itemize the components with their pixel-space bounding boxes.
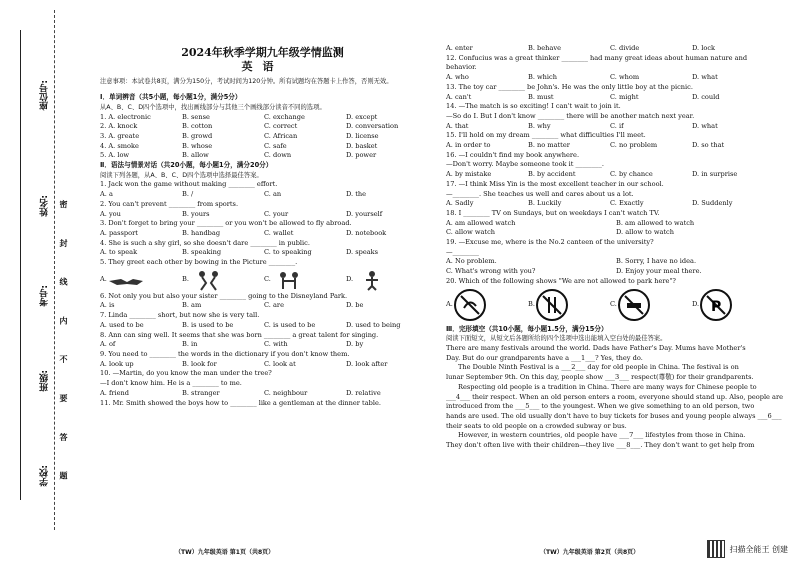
option-row (446, 219, 786, 229)
option-row (446, 199, 786, 209)
option: B. must (528, 92, 554, 101)
phonetics-row (100, 132, 425, 142)
phonetics-option: C. safe (264, 141, 287, 150)
option: C. (610, 287, 692, 323)
option: B. am (182, 301, 202, 310)
section1-instruction: 从A、B、C、D四个选项中，找出画线部分与其他三个画线部分读音不同的选项。 (100, 103, 326, 111)
option: B. Luckily (528, 199, 562, 208)
option: A. am allowed watch (446, 218, 516, 227)
phonetics-option: D. license (346, 131, 379, 140)
section1-heading: Ⅰ．单词辨音（共5小题，每小题1分，满分5分） (100, 93, 242, 102)
phonetics-option: C. exchange (264, 112, 305, 121)
option: B. why (528, 121, 551, 130)
question-text-line2: —So do I. But I don't know ________ there will be another match next year. (446, 111, 695, 120)
phonetics-option: D. basket (346, 141, 378, 150)
option: D. look after (346, 359, 388, 368)
option: B. stranger (182, 388, 220, 397)
option: D. could (692, 92, 720, 101)
exam-notice: 注意事项：本试卷共8页，满分为150分，考试时间为120分钟。所有试题均在答题卡上作答，否则无效。 (100, 78, 393, 86)
option: A. Sadly (446, 199, 474, 208)
option: D. Enjoy your meal there. (616, 267, 702, 276)
option-row (100, 340, 425, 350)
phonetics-option: B. sense (182, 112, 210, 121)
question-text-line2: behavior. (446, 63, 477, 72)
no-parking-sign-icon (699, 288, 733, 322)
question-text: 7. Linda ________ short, but now she is very tall. (100, 311, 260, 320)
section2-items (100, 180, 425, 408)
option-row (446, 267, 786, 277)
option: C. (264, 268, 346, 292)
option: A. look up (100, 359, 134, 368)
option: C. Exactly (610, 199, 644, 208)
option-row (446, 287, 786, 323)
option: A. No problem. (446, 257, 497, 266)
option: B. am allowed to watch (616, 218, 695, 227)
option: C. your (264, 209, 289, 218)
passage-line: hands are used. The old usually don't have to buy tickets for buses and young people always ___6___ (446, 411, 782, 420)
phonetics-row (100, 113, 425, 123)
passage-line: They don't often live with their children—they live ___8___. They don't want to get help from (446, 441, 755, 450)
passage-line: Day. But do our grandparents have a ___1___? Yes, they do. (446, 353, 643, 362)
question-text: 3. Don't forget to bring your ________ or you won't be allowed to fly abroad. (100, 219, 352, 228)
no-smoking-sign-icon (453, 288, 487, 322)
option: A. of (100, 340, 116, 349)
name-label: 姓名: (40, 195, 50, 217)
section1-rows (100, 113, 425, 162)
option: B. yours (182, 209, 210, 218)
question-text: 8. Ann can sing well. It seems that she was born ________ a great talent for singing. (100, 330, 379, 339)
passage-line: lunar September 9th. On this day, people show ___3___ respect(尊敬) for their grandparents. (446, 373, 754, 382)
option: C. an (264, 190, 282, 199)
phonetics-option: 5. A. low (100, 151, 130, 160)
hug-picture (271, 269, 309, 291)
option: D. the (346, 190, 367, 199)
phonetics-option: 3. A. greate (100, 131, 140, 140)
option: D. be (346, 301, 364, 310)
question-text: 1. Jack won the game without making ________ effort. (100, 180, 278, 189)
option: D. by (346, 340, 364, 349)
option: B. which (528, 73, 557, 82)
option: B. (528, 287, 610, 323)
option: D. lock (692, 44, 716, 52)
option-row (100, 210, 425, 220)
option: B. handbag (182, 228, 221, 237)
bowing-picture (189, 269, 227, 291)
question-text: 10. —Martin, do you know the man under the tree? (100, 369, 272, 378)
question-text: 14. —The match is so exciting! I can't wait to join it. (446, 102, 621, 111)
no-car-sign-icon (617, 288, 651, 322)
option-row (100, 360, 425, 370)
option: A. who (446, 73, 469, 82)
question-text: 6. Not only you but also your sister ________ going to the Disneyland Park. (100, 291, 348, 300)
option: B. no matter (528, 141, 570, 150)
option-row (446, 170, 786, 180)
question-text: 11. Mr. Smith showed the boys how to ________ like a gentleman at the dinner table. (100, 398, 381, 407)
phonetics-option: B. growd (182, 131, 213, 140)
option: D. what (692, 121, 718, 130)
passage-line: The Double Ninth Festival is a ___2___ day for old people in China. The festival is on (458, 363, 739, 372)
question-text: 9. You need to ________ the words in the dictionary if you don't know them. (100, 349, 350, 358)
option: C. no problem (610, 141, 658, 150)
question-text: 12. Confucius was a great thinker ________ had many great ideas about human nature and (446, 53, 748, 62)
question-text: 15. I'll hold on my dream ________ what difficulties I'll meet. (446, 131, 646, 140)
option-row (100, 190, 425, 200)
question-text: 5. They greet each other by bowing in the Picture ________. (100, 258, 298, 267)
cloze-passage (446, 344, 786, 451)
option: A. a (100, 190, 113, 199)
wave-picture (353, 269, 391, 291)
option: D. Suddenly (692, 199, 733, 208)
phonetics-option: C. down (264, 151, 292, 160)
option: B. Sorry, I have no idea. (616, 257, 697, 266)
option: D. relative (346, 388, 381, 397)
option: B. is used to be (182, 320, 234, 329)
option: C. neighbour (264, 388, 308, 397)
scanner-watermark-text: 扫描全能王 创建 (729, 544, 788, 554)
phonetics-option: C. African (264, 131, 298, 140)
option: B. behave (528, 44, 561, 52)
option: B. / (182, 190, 194, 199)
question-text-line2: —I don't know him. He is a ________ to me. (100, 379, 242, 388)
option: A. used to be (100, 320, 144, 329)
option-row (446, 257, 786, 267)
option: D. yourself (346, 209, 383, 218)
phonetics-option: B. allow (182, 151, 209, 160)
option: C. if (610, 121, 624, 130)
page1-footer: （TW）九年级英语 第1页（共8页） (175, 549, 275, 556)
option-row (446, 122, 786, 132)
phonetics-option: 1. A. electronic (100, 112, 151, 121)
option-row (100, 301, 425, 311)
option-row (446, 44, 786, 54)
option: C. look at (264, 359, 296, 368)
phonetics-option: 4. A. smoke (100, 141, 139, 150)
question-text: 17. —I think Miss Yin is the most excellent teacher in our school. (446, 179, 664, 188)
option: D. speaks (346, 248, 379, 257)
option: C. allow watch (446, 228, 496, 237)
option: D. used to being (346, 320, 401, 329)
question-text-line2: —________ (446, 247, 479, 256)
option: D. so that (692, 141, 725, 150)
question-text: 20. Which of the following shows "We are not allowed to park here"? (446, 276, 676, 285)
option-row (100, 321, 425, 331)
option: C. wallet (264, 228, 294, 237)
section3-instruction: 阅读下面短文，从短文后各题所给的四个选项中选出能填入空白处的最佳答案。 (446, 335, 667, 343)
option: C. What's wrong with you? (446, 267, 536, 276)
question-text: 19. —Excuse me, where is the No.2 canteen of the university? (446, 238, 654, 247)
option: A. enter (446, 44, 473, 52)
option: C. is used to be (264, 320, 316, 329)
right-items (446, 44, 786, 323)
question-text-line2: —Don't worry. Maybe someone took it ________. (446, 160, 604, 169)
option: A. in order to (446, 141, 491, 150)
option-row (446, 73, 786, 83)
option: A. (100, 268, 182, 292)
option: A. passport (100, 228, 138, 237)
option: A. can't (446, 92, 472, 101)
left-column (100, 48, 425, 408)
section3-heading: Ⅲ．完形填空（共10小题，每小题1.5分，满分15分） (446, 324, 608, 333)
seal-line-text: 密 封 线 内 不 要 答 题 (59, 200, 68, 494)
option: B. look for (182, 359, 217, 368)
option-row (100, 389, 425, 399)
section2-heading: Ⅱ．语法与情景对话（共20小题，每小题1分，满分20分） (100, 161, 273, 170)
svg-text:P: P (711, 298, 722, 315)
seal-dashed-line (54, 10, 55, 530)
section2-instruction: 阅读下列各题，从A、B、C、D四个选项中选择最佳答案。 (100, 171, 263, 179)
school-label: 学校: (40, 465, 50, 487)
option: C. by chance (610, 170, 653, 179)
phonetics-row (100, 142, 425, 152)
question-text: 2. You can't prevent ________ from sports. (100, 199, 239, 208)
phonetics-option: D. except (346, 112, 378, 121)
question-text: 13. The toy car ________ be John's. He was the only little boy at the picnic. (446, 82, 693, 91)
no-pedestrian-sign-icon (535, 288, 569, 322)
exam-no-label: 考号: (40, 285, 50, 307)
scanner-logo-icon (707, 540, 725, 558)
option: C. are (264, 301, 284, 310)
option: C. with (264, 340, 288, 349)
phonetics-option: B. cotton (182, 122, 213, 131)
option-row (100, 248, 425, 258)
option: D. what (692, 73, 718, 82)
option: B. in (182, 340, 198, 349)
option: A. by mistake (446, 170, 492, 179)
option: D. notebook (346, 228, 387, 237)
exam-subject: 英语 (241, 59, 284, 73)
option: D. P (692, 287, 774, 323)
option: B. by accident (528, 170, 576, 179)
option-row (100, 229, 425, 239)
phonetics-option: B. whose (182, 141, 213, 150)
binding-strip (0, 0, 70, 562)
option: A. you (100, 209, 121, 218)
page2-footer: （TW）九年级英语 第2页（共8页） (540, 549, 640, 556)
option-row (446, 93, 786, 103)
question-text: 16. —I couldn't find my book anywhere. (446, 150, 580, 159)
option: D. allow to watch (616, 228, 674, 237)
seat-label: 座位号: (40, 80, 50, 111)
question-text-line2: —________. She teaches us well and cares about us a lot. (446, 189, 634, 198)
option-row (446, 228, 786, 238)
option: A. (446, 287, 528, 323)
option: A. to speak (100, 248, 138, 257)
option: B. speaking (182, 248, 222, 257)
passage-line: their seats to old people on a crowded subway or bus. (446, 421, 627, 430)
option-row (446, 141, 786, 151)
binding-line (20, 30, 21, 500)
scanner-watermark (707, 540, 788, 558)
phonetics-option: C. correct (264, 122, 298, 131)
option: C. divide (610, 44, 640, 52)
option: A. that (446, 121, 469, 130)
passage-line: There are many festivals around the world. Dads have Father's Day. Mums have Mother's (446, 343, 746, 352)
phonetics-row (100, 151, 425, 161)
passage-line: introduced from the ___5___ to the youngest. When we give something to an old person, two (446, 402, 755, 411)
option: C. might (610, 92, 639, 101)
option: A. friend (100, 388, 130, 397)
passage-line: ___4___ their respect. When an old person enters a room, everyone should stand up. Also, people are (446, 392, 784, 401)
passage-line: Respecting old people is a tradition in China. There are many ways for Chinese people to (458, 382, 757, 391)
option: D. (346, 268, 428, 292)
exam-title: 2024年秋季学期九年级学情监测 (181, 46, 344, 59)
right-column (446, 44, 786, 451)
phonetics-option: D. power (346, 151, 377, 160)
option: D. in surprise (692, 170, 738, 179)
handshake-picture (107, 269, 145, 291)
question-text: 18. I ________ TV on Sundays, but on weekdays I can't watch TV. (446, 208, 660, 217)
class-label: 班级: (40, 370, 50, 392)
phonetics-option: 2. A. knock (100, 122, 138, 131)
option: A. is (100, 301, 115, 310)
option: C. to speaking (264, 248, 312, 257)
phonetics-option: D. conversation (346, 122, 399, 131)
passage-line: However, in western countries, old people have ___7___ lifestyles from those in China. (458, 431, 746, 440)
option-row (100, 268, 425, 292)
option: B. (182, 268, 264, 292)
phonetics-row (100, 122, 425, 132)
option: C. whom (610, 73, 640, 82)
question-text: 4. She is such a shy girl, so she doesn't dare ________ in public. (100, 238, 310, 247)
